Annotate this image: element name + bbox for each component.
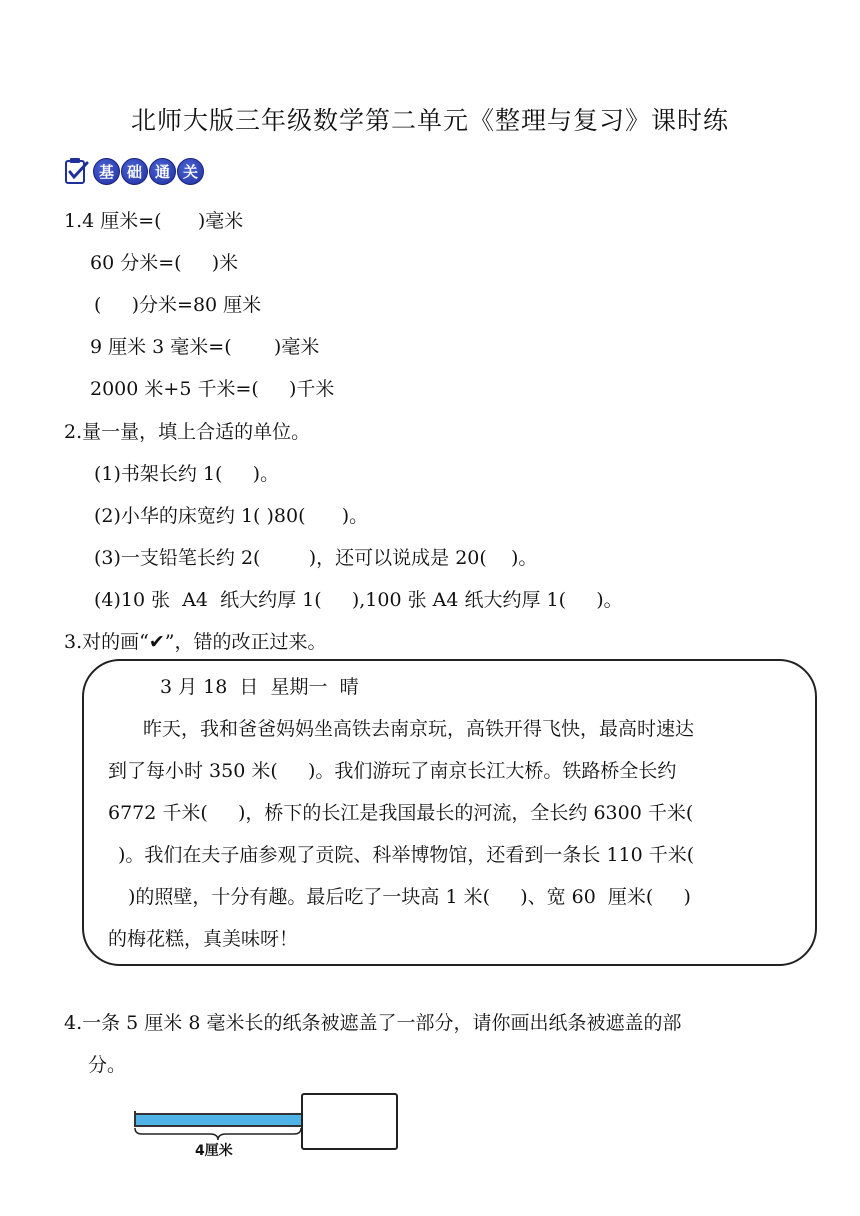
q3-label: 3.对的画“✔”，错的改正过来。	[64, 631, 327, 653]
strip-label: 4厘米	[195, 1143, 233, 1159]
paper-strip	[134, 1113, 302, 1127]
q2-item: (3)一支铅笔长约 2( )，还可以说成是 20( )。	[94, 547, 538, 569]
badge-char: 础	[121, 158, 148, 185]
badge-char: 关	[177, 158, 204, 185]
diary-line: )的照壁，十分有趣。最后吃了一块高 1 米( )、宽 60 厘米( )	[128, 886, 691, 908]
clipboard-check-icon	[64, 157, 90, 185]
q1-item: 9 厘米 3 毫米=( )毫米	[90, 336, 320, 358]
diary-header: 3 月 18 日 星期一 晴	[160, 676, 359, 698]
q1-item: 2000 米+5 千米=( )千米	[90, 378, 335, 400]
badge-char: 通	[149, 158, 176, 185]
diary-line: 昨天，我和爸爸妈妈坐高铁去南京玩，高铁开得飞快，最高时速达	[143, 718, 695, 740]
diary-line: 6772 千米( )，桥下的长江是我国最长的河流，全长约 6300 千米(	[108, 802, 694, 824]
cover-box	[301, 1093, 398, 1150]
diary-line: 的梅花糕，真美味呀！	[108, 928, 299, 950]
q4-label-cont: 分。	[88, 1054, 127, 1076]
q2-item: (1)书架长约 1( )。	[94, 463, 280, 485]
diary-line: 到了每小时 350 米( )。我们游玩了南京长江大桥。铁路桥全长约	[108, 760, 677, 782]
paper-strip-end	[134, 1111, 136, 1127]
q1-item: 60 分米=( )米	[90, 252, 239, 274]
page-title: 北师大版三年级数学第二单元《整理与复习》课时练	[130, 106, 729, 135]
badge-char: 基	[93, 158, 120, 185]
q2-item: (2)小华的床宽约 1( )80( )。	[94, 505, 369, 527]
diary-line: )。我们在夫子庙参观了贡院、科举博物馆，还看到一条长 110 千米(	[118, 844, 695, 866]
section-badge	[64, 157, 204, 185]
q1-label: 1.4 厘米=( )毫米	[64, 210, 244, 232]
q4-label: 4.一条 5 厘米 8 毫米长的纸条被遮盖了一部分，请你画出纸条被遮盖的部	[64, 1012, 682, 1034]
q1-item: ( )分米=80 厘米	[94, 294, 262, 316]
q2-item: (4)10 张 A4 纸大约厚 1( ),100 张 A4 纸大约厚 1( )。	[94, 589, 623, 611]
q2-label: 2.量一量，填上合适的单位。	[64, 421, 311, 443]
measure-brace	[134, 1127, 302, 1141]
